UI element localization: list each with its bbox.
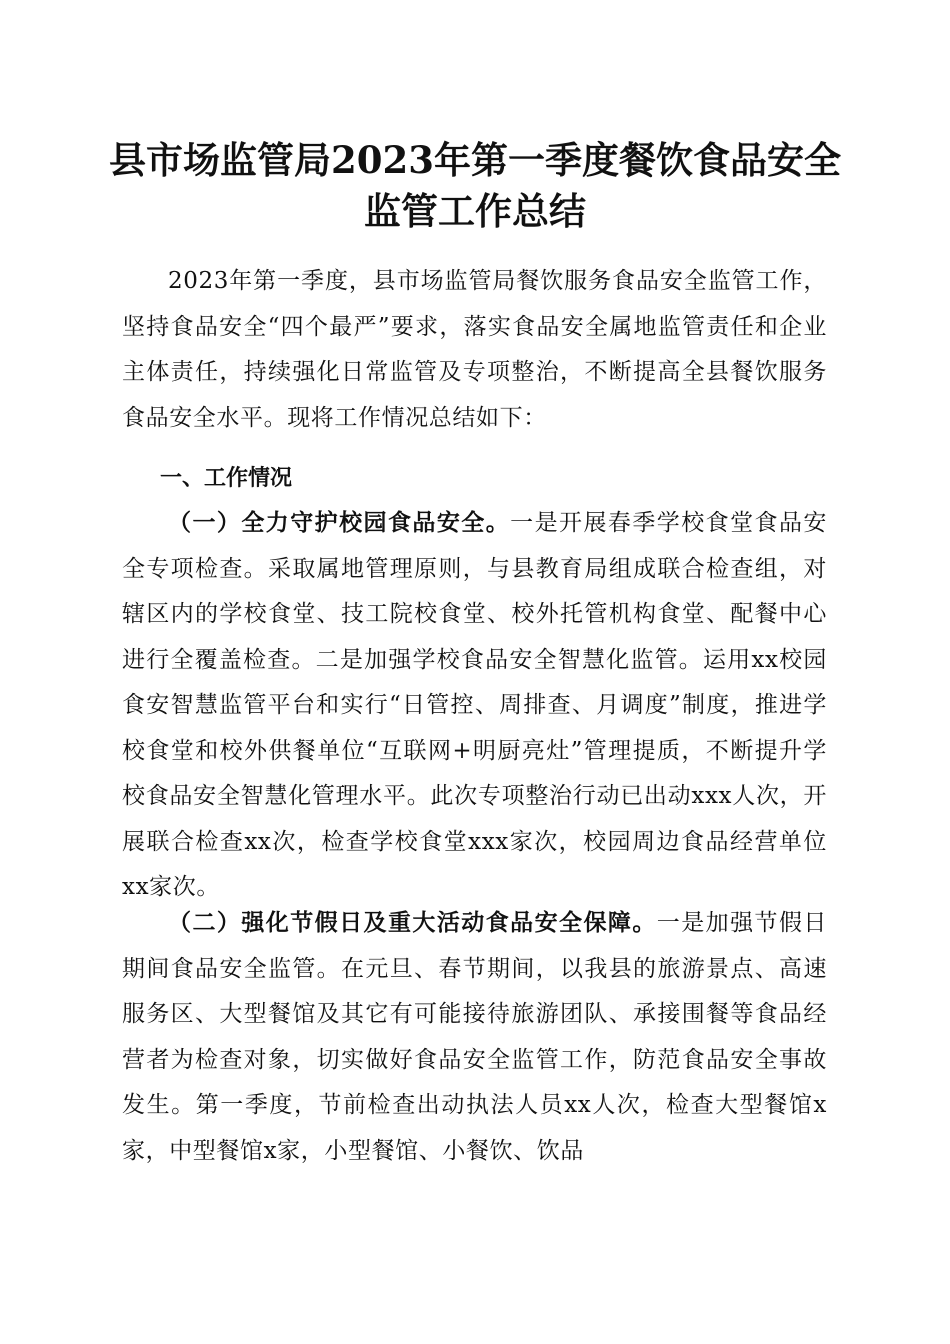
document-title-line2: 监管工作总结 xyxy=(364,189,586,233)
item2-text: 一是加强节假日期间食品安全监管。在元旦、春节期间，以我县的旅游景点、高速服务区、大型餐馆及其它有可能接待旅游团队、承接围餐等食品经营者为检查对象，切实做好食品安全监管工作，防范食品安全事故发生。第一季度，节前检查出动执法人员xx人次，检查大型餐馆x家，中型餐馆x家，小型餐馆、小餐饮、饮品 xyxy=(122,910,828,1164)
item1-heading: （一）全力守护校园食品安全。 xyxy=(168,510,511,536)
document-title-line1: 县市场监管局2023年第一季度餐饮食品安全 xyxy=(109,138,841,182)
section-heading: 一、工作情况 xyxy=(160,466,293,491)
item1-paragraph xyxy=(122,501,827,911)
intro-paragraph: 2023年第一季度，县市场监管局餐饮服务食品安全监管工作，坚持食品安全“四个最严”要求，落实食品安全属地监管责任和企业主体责任，持续强化日常监管及专项整治，不断提高全县餐饮服务食品安全水平。现将工作情况总结如下： xyxy=(122,268,827,431)
item2-paragraph xyxy=(122,901,827,1174)
item2-heading: （二）强化节假日及重大活动食品安全保障。 xyxy=(168,910,657,936)
item1-text: 一是开展春季学校食堂食品安全专项检查。采取属地管理原则，与县教育局组成联合检查组，对辖区内的学校食堂、技工院校食堂、校外托管机构食堂、配餐中心进行全覆盖检查。二是加强学校食品安全智慧化监管。运用xx校园食安智慧监管平台和实行“日管控、周排查、月调度”制度，推进学校食堂和校外供餐单位“互联网+明厨亮灶”管理提质，不断提升学校食品安全智慧化管理水平。此次专项整治行动已出动xxx人次，开展联合检查xx次，检查学校食堂xxx家次，校园周边食品经营单位xx家次。 xyxy=(122,510,827,900)
